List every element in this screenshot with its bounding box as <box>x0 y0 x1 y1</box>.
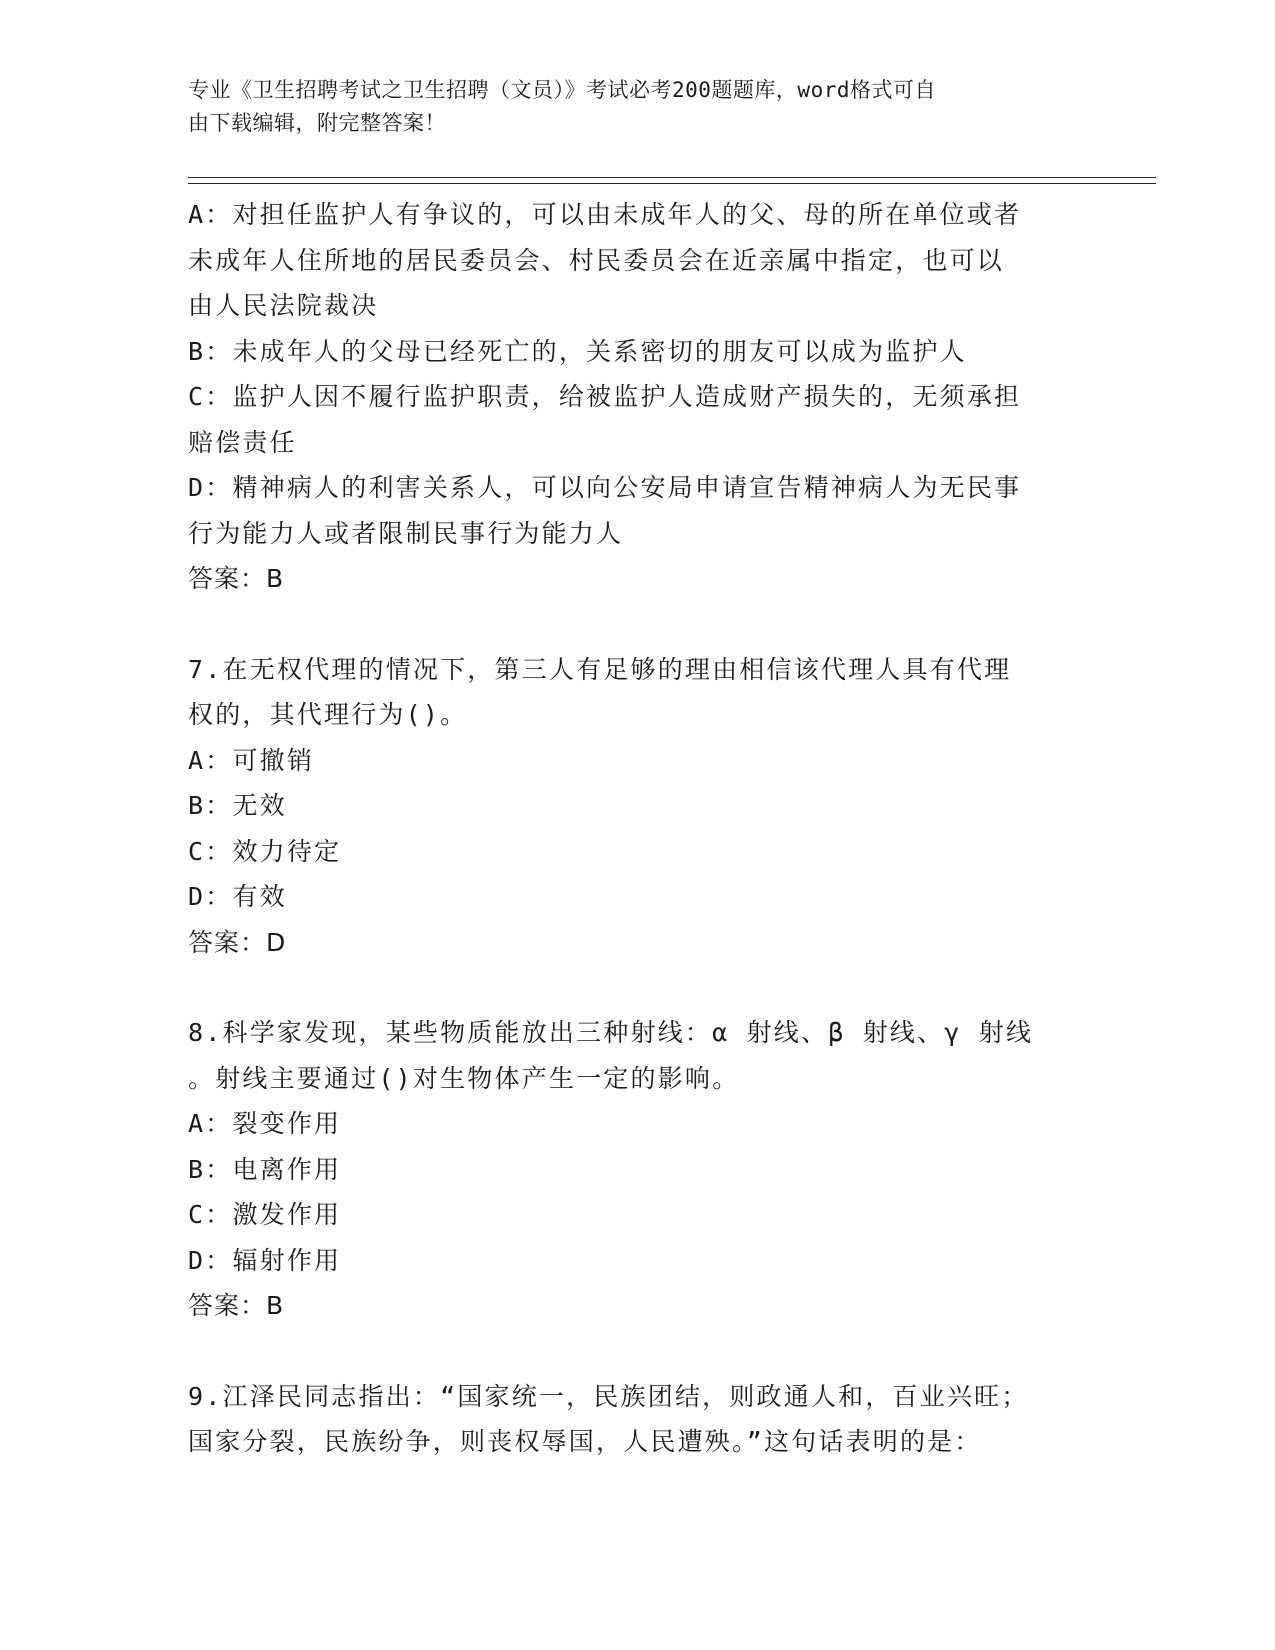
header-rule-bottom <box>188 183 1156 184</box>
option-d-line-1: D：精神病人的利害关系人，可以向公安局申请宣告精神病人为无民事 <box>188 473 1022 502</box>
question-6 <box>188 192 1088 602</box>
option-c: C：效力待定 <box>188 836 342 866</box>
option-d: D：辐射作用 <box>188 1245 342 1275</box>
option-c-line-1: C：监护人因不履行监护职责，给被监护人造成财产损失的，无须承担 <box>188 382 1022 411</box>
question-list <box>188 192 1088 1465</box>
question-7 <box>188 647 1088 966</box>
header-rule-top <box>188 177 1156 178</box>
question-text-line-1: 9.江泽民同志指出：“国家统一，民族团结，则政通人和，百业兴旺； <box>188 1381 1029 1411</box>
option-a-line-3: 由人民法院裁决 <box>188 291 379 320</box>
option-a: A：可撤销 <box>188 745 315 775</box>
option-a-line-1: A：对担任监护人有争议的，可以由未成年人的父、母的所在单位或者 <box>188 200 1022 229</box>
question-text-line-2: 权的，其代理行为()。 <box>188 700 468 729</box>
document-header <box>188 74 1068 140</box>
question-text-line-2: 国家分裂，民族纷争，则丧权辱国，人民遭殃。”这句话表明的是： <box>188 1427 982 1456</box>
answer: 答案：D <box>188 927 287 957</box>
question-text-line-2: 。射线主要通过()对生物体产生一定的影响。 <box>188 1063 740 1093</box>
option-c-line-2: 赔偿责任 <box>188 427 297 457</box>
option-b: B：未成年人的父母已经死亡的，关系密切的朋友可以成为监护人 <box>188 336 967 366</box>
option-c: C：激发作用 <box>188 1200 342 1229</box>
option-b: B：电离作用 <box>188 1154 342 1184</box>
option-a-line-2: 未成年人住所地的居民委员会、村民委员会在近亲属中指定，也可以 <box>188 245 1005 275</box>
question-text-line-1: 7.在无权代理的情况下，第三人有足够的理由相信该代理人具有代理 <box>188 654 1012 684</box>
option-d: D：有效 <box>188 882 287 911</box>
option-b: B：无效 <box>188 791 287 820</box>
question-8 <box>188 1010 1088 1329</box>
answer: 答案：B <box>188 1291 285 1320</box>
option-a: A：裂变作用 <box>188 1109 342 1138</box>
option-d-line-2: 行为能力人或者限制民事行为能力人 <box>188 518 624 548</box>
question-9 <box>188 1374 1088 1465</box>
question-text-line-1: 8.科学家发现，某些物质能放出三种射线：α 射线、β 射线、γ 射线 <box>188 1018 1034 1047</box>
document-title-line-2: 由下载编辑，附完整答案！ <box>188 111 446 135</box>
answer: 答案：B <box>188 564 285 593</box>
document-title-line-1: 专业《卫生招聘考试之卫生招聘（文员）》考试必考200题题库，word格式可自 <box>188 78 936 102</box>
